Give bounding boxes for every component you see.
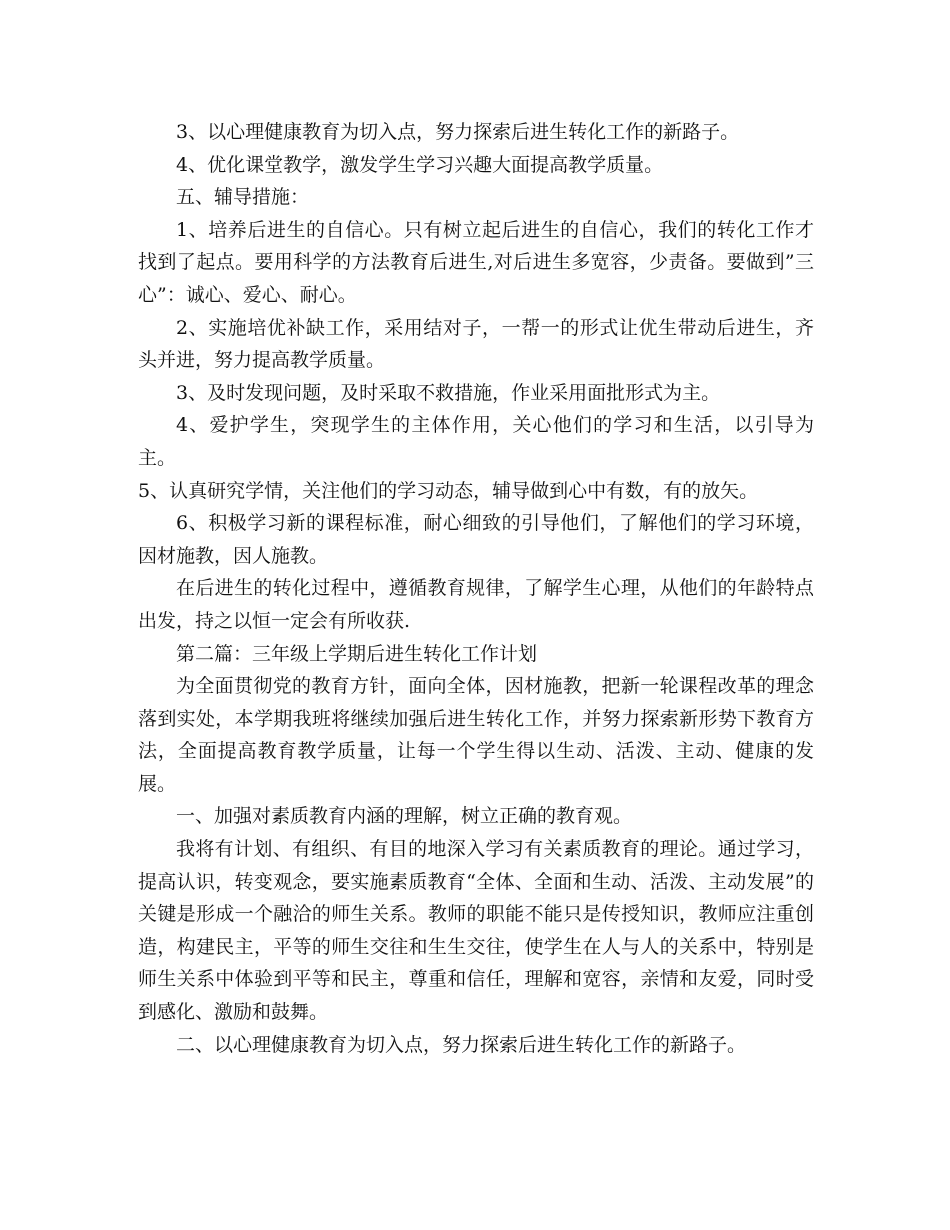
paragraph-item-4-entry: 4、优化课堂教学，激发学生学习兴趣大面提高教学质量。 bbox=[176, 153, 664, 176]
section-heading-measures: 五、辅导措施： bbox=[176, 186, 310, 209]
paragraph-measure-3: 3、及时发现问题，及时采取不救措施，作业采用面批形式为主。 bbox=[176, 381, 721, 404]
paragraph-item-3-entry: 3、以心理健康教育为切入点，努力探索后进生转化工作的新路子。 bbox=[176, 121, 740, 143]
paragraph-part-1-body: 我将有计划、有组织、有目的地深入学习有关素质教育的理论。通过学习，提高认识，转变观念，要实施素质教育“全体、全面和生动、活泼、主动发展”的关键是形成一个融洽的师生关系。教师的职能不能只是传授知识，教师应注重创造，构建民主，平等的师生交往和生生交往，使学生在人与人的关系中，特别是师生关系中体验到平等和民主，尊重和信任，理解和宽容，亲情和友爱，同时受到感化、激励和鼓舞。 bbox=[138, 838, 814, 1024]
document-body bbox=[138, 116, 814, 1061]
section-heading-part-2: 二、以心理健康教育为切入点，努力探索后进生转化工作的新路子。 bbox=[176, 1033, 747, 1056]
paragraph-measure-4: 4、爱护学生，突现学生的主体作用，关心他们的学习和生活，以引导为主。 bbox=[138, 414, 814, 469]
paragraph-measure-5: 5、认真研究学情，关注他们的学习动态，辅导做到心中有数，有的放矢。 bbox=[138, 479, 759, 502]
paragraph-intro: 为全面贯彻党的教育方针，面向全体，因材施教，把新一轮课程改革的理念落到实处，本学期我班将继续加强后进生转化工作，并努力探索新形势下教育方法，全面提高教育教学质量，让每一个学生得以生动、活泼、主动、健康的发展。 bbox=[138, 675, 814, 795]
paragraph-measure-2: 2、实施培优补缺工作，采用结对子，一帮一的形式让优生带动后进生，齐头并进，努力提高教学质量。 bbox=[138, 316, 814, 372]
section-heading-part-1: 一、加强对素质教育内涵的理解，树立正确的教育观。 bbox=[176, 805, 633, 828]
section-heading-second-article: 第二篇：三年级上学期后进生转化工作计划 bbox=[176, 642, 538, 665]
paragraph-conclusion: 在后进生的转化过程中，遵循教育规律，了解学生心理，从他们的年龄特点出发，持之以恒一定会有所收获. bbox=[138, 577, 814, 632]
paragraph-measure-6: 6、积极学习新的课程标准，耐心细致的引导他们，了解他们的学习环境，因材施教，因人施教。 bbox=[138, 512, 814, 567]
paragraph-measure-1: 1、培养后进生的自信心。只有树立起后进生的自信心，我们的转化工作才找到了起点。要用科学的方法教育后进生,对后进生多宽容，少责备。要做到”三心”：诚心、爱心、耐心。 bbox=[138, 218, 814, 306]
